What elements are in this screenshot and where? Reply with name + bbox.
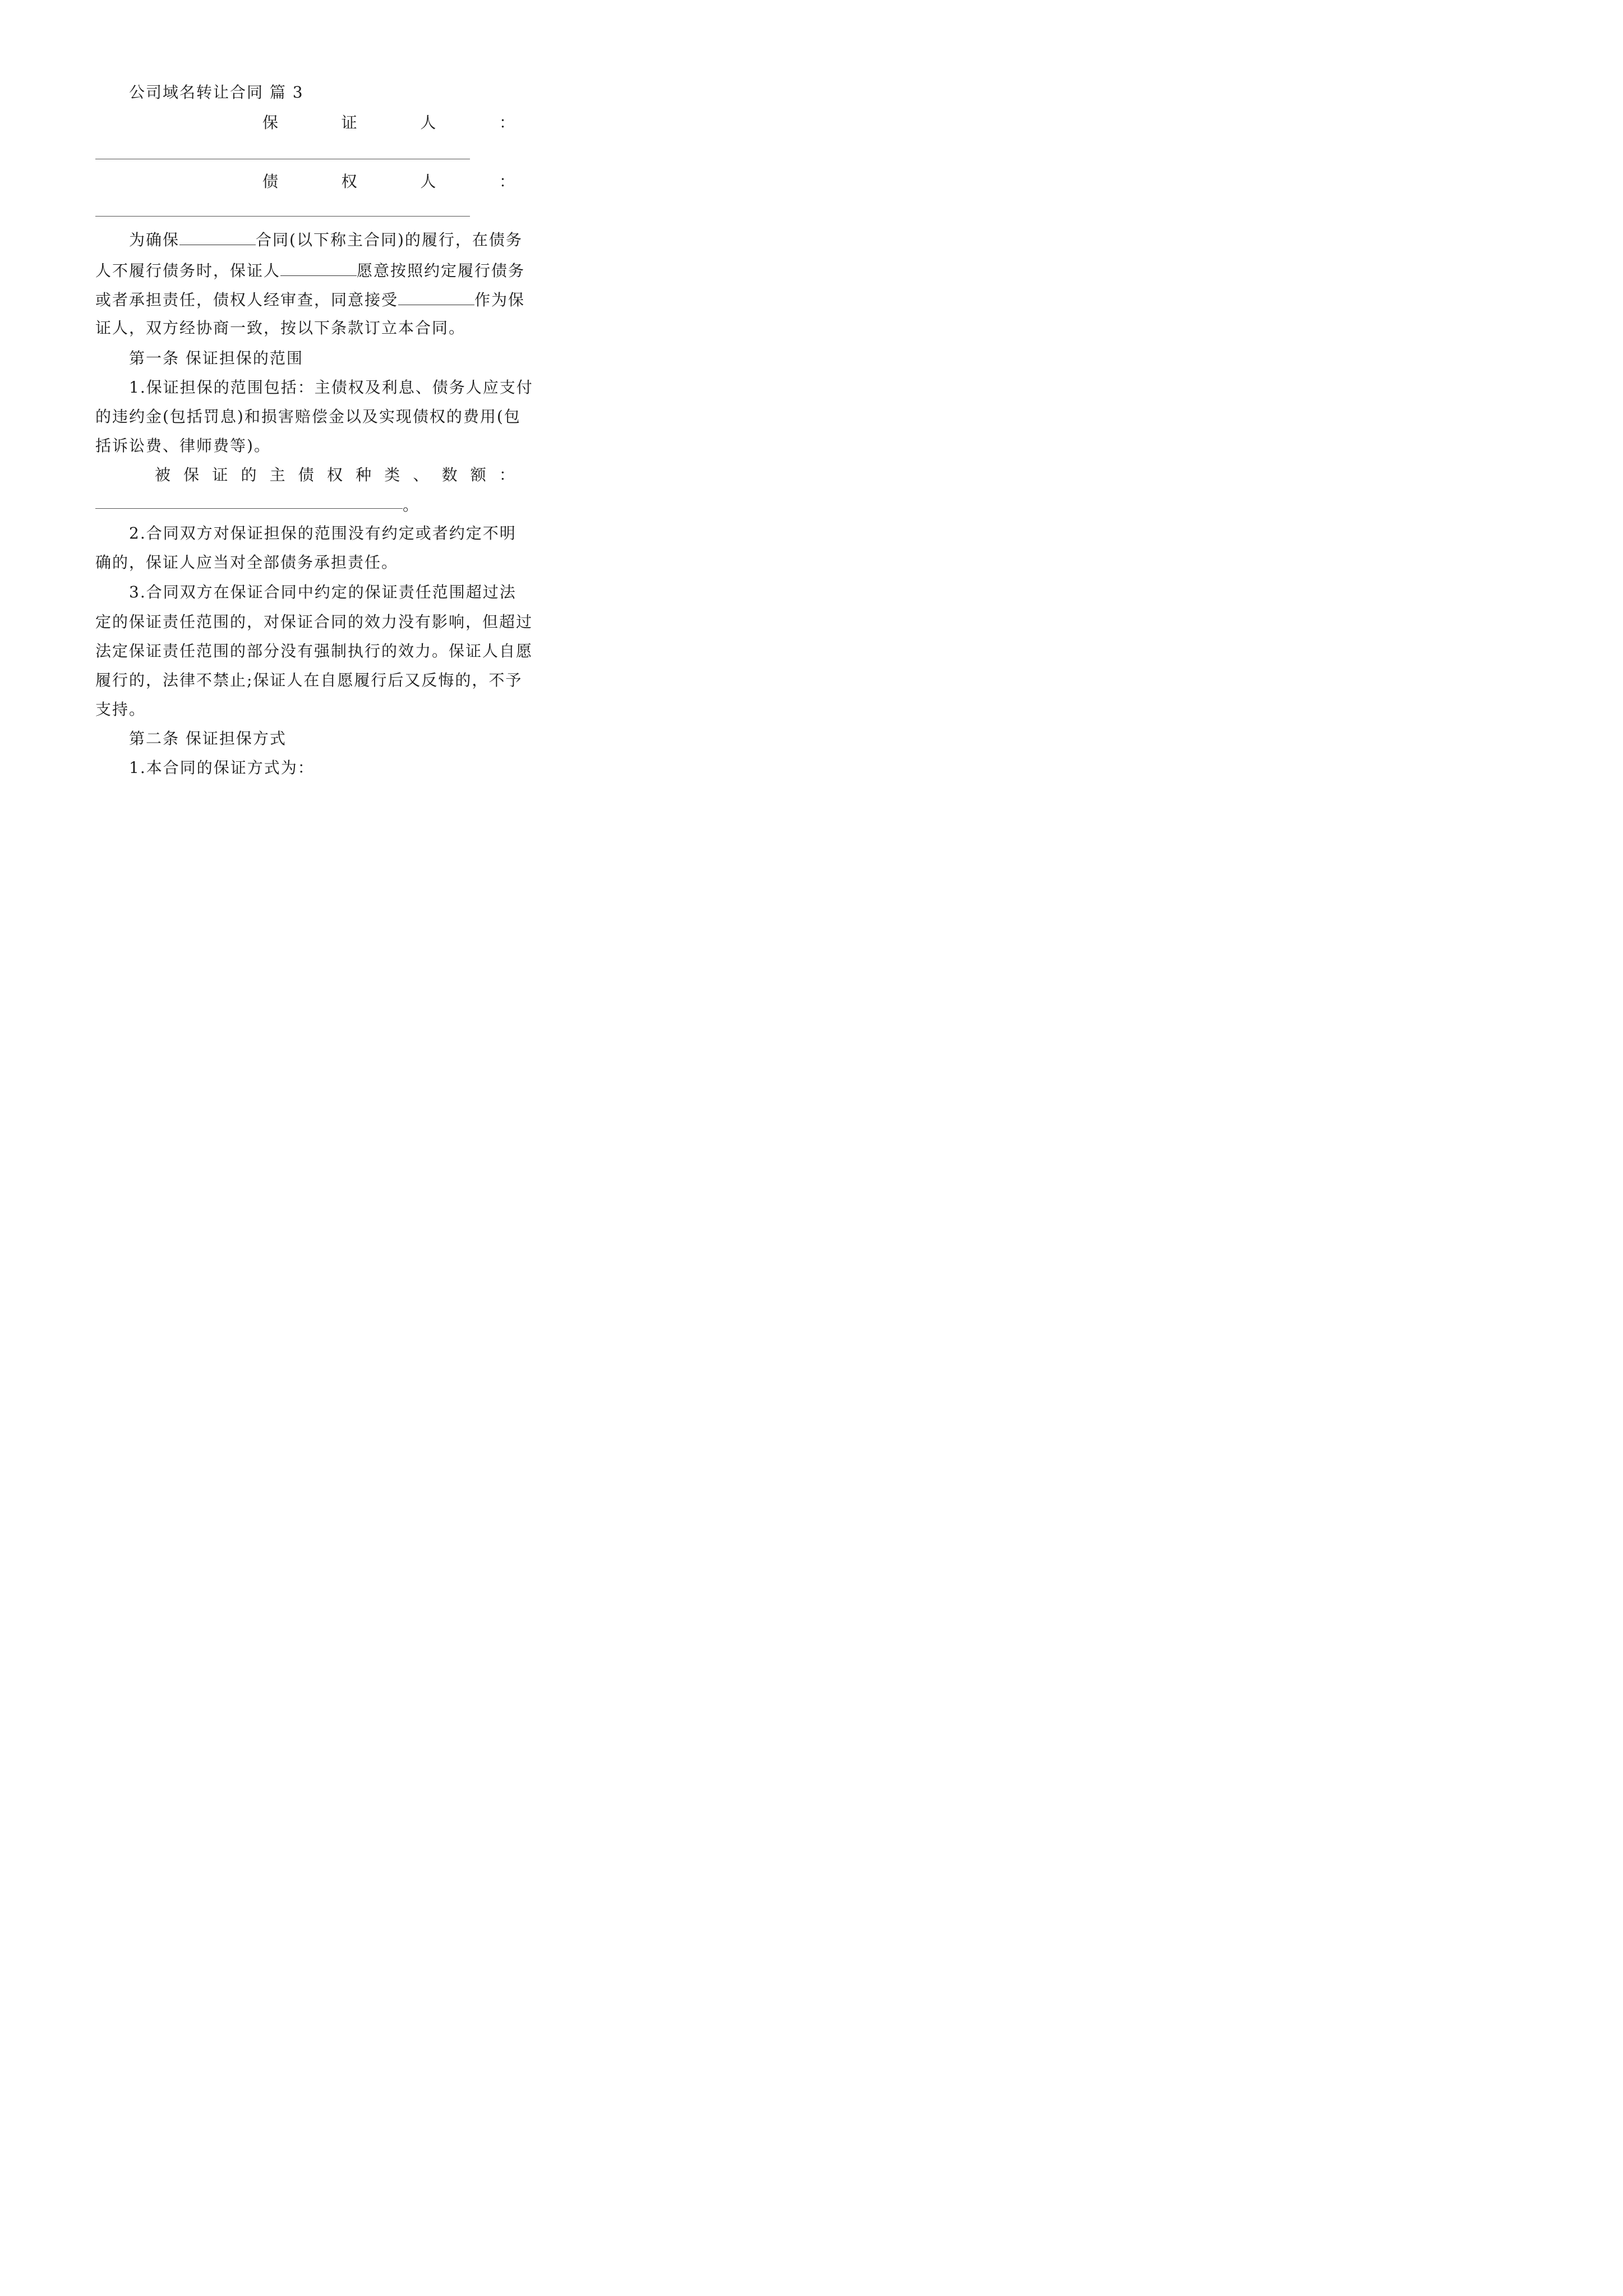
article1-p3-line: 履行的，法律不禁止;保证人在自愿履行后又反悔的，不予 <box>95 671 523 689</box>
guarantor-label <box>262 112 516 134</box>
accepted-guarantor-blank <box>398 289 474 305</box>
document-title: 公司域名转让合同 篇 3 <box>129 83 304 102</box>
creditor-char: 债 <box>262 172 280 191</box>
article1-p2-line: 确的，保证人应当对全部债务承担责任。 <box>95 553 399 572</box>
intro-line-4: 证人，双方经协商一致，按以下条款订立本合同。 <box>95 319 466 337</box>
creditor-blank-line <box>95 216 470 217</box>
creditor-label <box>262 171 516 192</box>
intro-line-1: 为确保 合同(以下称主合同)的履行，在债务 <box>129 229 527 251</box>
article1-p3-line: 法定保证责任范围的部分没有强制执行的效力。保证人自愿 <box>95 642 533 660</box>
article1-p3-line: 3.合同双方在保证合同中约定的保证责任范围超过法 <box>129 583 517 601</box>
creditor-char: 权 <box>341 172 358 191</box>
article2-heading: 第二条 保证担保方式 <box>129 729 287 748</box>
guarantor-char: 人 <box>420 113 437 132</box>
creditor-colon: ： <box>499 172 516 191</box>
article1-heading: 第一条 保证担保的范围 <box>129 349 303 367</box>
guarantor-colon: ： <box>499 113 516 132</box>
article1-p1-line: 的违约金(包括罚息)和损害赔偿金以及实现债权的费用(包 <box>95 407 521 426</box>
article1-p1-line: 1.保证担保的范围包括：主债权及利息、债务人应支付 <box>129 378 533 397</box>
article1-p3-line: 定的保证责任范围的，对保证合同的效力没有影响，但超过 <box>95 613 533 631</box>
article1-p2-line: 2.合同双方对保证担保的范围没有约定或者约定不明 <box>129 524 517 542</box>
main-contract-blank <box>179 229 256 245</box>
guarantor-char: 证 <box>341 113 358 132</box>
debt-type-blank-line <box>95 508 403 509</box>
intro-line-2: 人不履行债务时，保证人 愿意按照约定履行债务 <box>95 260 527 282</box>
guarantor-name-blank <box>280 260 357 276</box>
creditor-char: 人 <box>420 172 437 191</box>
guarantor-char: 保 <box>262 113 280 132</box>
article2-p1-line: 1.本合同的保证方式为： <box>129 758 315 777</box>
article1-p3-line: 支持。 <box>95 700 146 719</box>
debt-type-amount-label: 被 保 证 的 主 债 权 种 类 、 数 额 ： <box>155 466 516 484</box>
article1-p1-line: 括诉讼费、律师费等)。 <box>95 436 271 455</box>
intro-line-3: 或者承担责任，债权人经审查，同意接受 作为保 <box>95 289 527 311</box>
debt-type-period: 。 <box>403 496 420 514</box>
